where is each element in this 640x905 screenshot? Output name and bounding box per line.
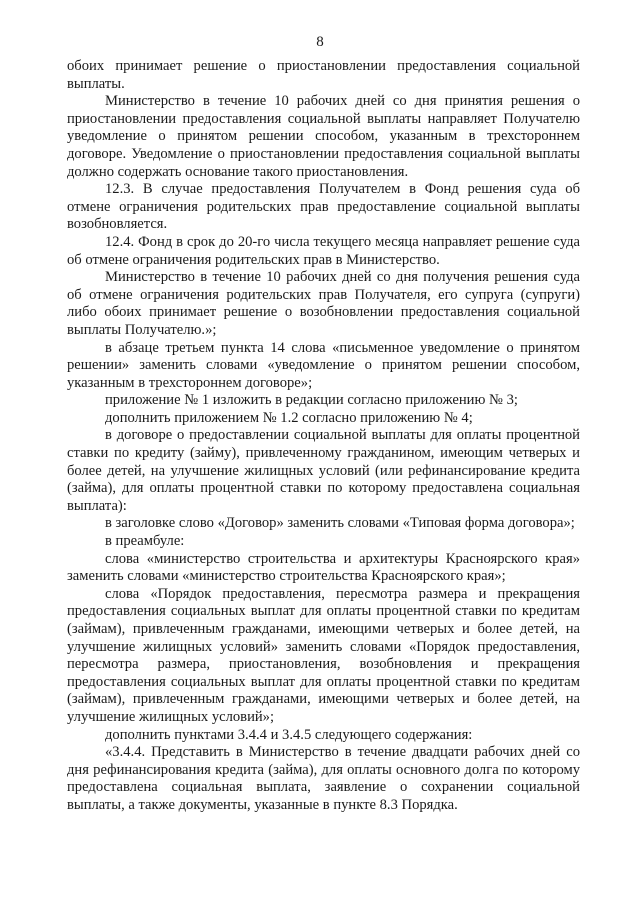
paragraph-ministry-resume: Министерство в течение 10 рабочих дней со дня получения решения суда об отмене ограничения родительских прав Получателя, его супруга (супруги) либо обоих принимает решение о возобновлении предоставления социальной выплаты Получателю.»; [67, 269, 580, 338]
document-body [67, 58, 580, 815]
paragraph-contract: в договоре о предоставлении социальной выплаты для оплаты процентной ставки по кредиту (займу), привлеченному гражданином, имеющим четверых и более детей, на улучшение жилищных условий (или рефинансирование кредита (займа), для оплаты процентной ставки по которому предоставлена социальная выплата): [67, 427, 580, 514]
paragraph-3-4-4: «3.4.4. Представить в Министерство в течение двадцати рабочих дней со дня рефинансирования кредита (займа), для оплаты основного долга по которому предоставлена социальная выплата, заявление о сохранении социальной выплаты, а также документы, указанные в пункте 8.3 Порядка. [67, 744, 580, 813]
paragraph-appendix-1-2: дополнить приложением № 1.2 согласно приложению № 4; [105, 409, 473, 426]
paragraph-add-items: дополнить пунктами 3.4.4 и 3.4.5 следующего содержания: [105, 726, 473, 743]
paragraph-preamble: в преамбуле: [105, 533, 185, 550]
paragraph-ministry-notice: Министерство в течение 10 рабочих дней со дня принятия решения о приостановлении предоставления социальной выплаты направляет Получателю уведомление о принятом решении способом, указанным в трехстороннем договоре. Уведомление о приостановлении предоставления социальной выплаты должно содержать основание такого приостановления. [67, 93, 580, 180]
paragraph-continuation: обоих принимает решение о приостановлении предоставления социальной выплаты. [67, 58, 580, 92]
paragraph-12-4: 12.4. Фонд в срок до 20-го числа текущего месяца направляет решение суда об отмене ограничения родительских прав в Министерство. [67, 233, 580, 268]
paragraph-ministry-name: слова «министерство строительства и архитектуры Красноярского края» заменить словами «министерство строительства Красноярского края»; [67, 550, 580, 585]
paragraph-12-3: 12.3. В случае предоставления Получателем в Фонд решения суда об отмене ограничения родительских прав предоставление социальной выплаты возобновляется. [67, 181, 580, 233]
page-number: 8 [316, 34, 324, 50]
paragraph-procedure-name: слова «Порядок предоставления, пересмотра размера и прекращения предоставления социальных выплат для оплаты процентной ставки по кредитам (займам), привлеченным гражданами, имеющими четверых и более детей, на улучшение жилищных условий» заменить словами «Порядок предоставления, пересмотра размера, приостановления, возобновления и прекращения предоставления социальных выплат для оплаты процентной ставки по кредитам (займам), привлеченным гражданами, имеющими четверых и более детей, на улучшение жилищных условий»; [67, 585, 580, 725]
paragraph-heading-change: в заголовке слово «Договор» заменить словами «Типовая форма договора»; [105, 515, 575, 532]
paragraph-appendix-1: приложение № 1 изложить в редакции согласно приложению № 3; [105, 392, 518, 409]
paragraph-item-14: в абзаце третьем пункта 14 слова «письменное уведомление о принятом решении» заменить словами «уведомление о принятом решении способом, указанным в трехстороннем договоре»; [67, 339, 580, 391]
